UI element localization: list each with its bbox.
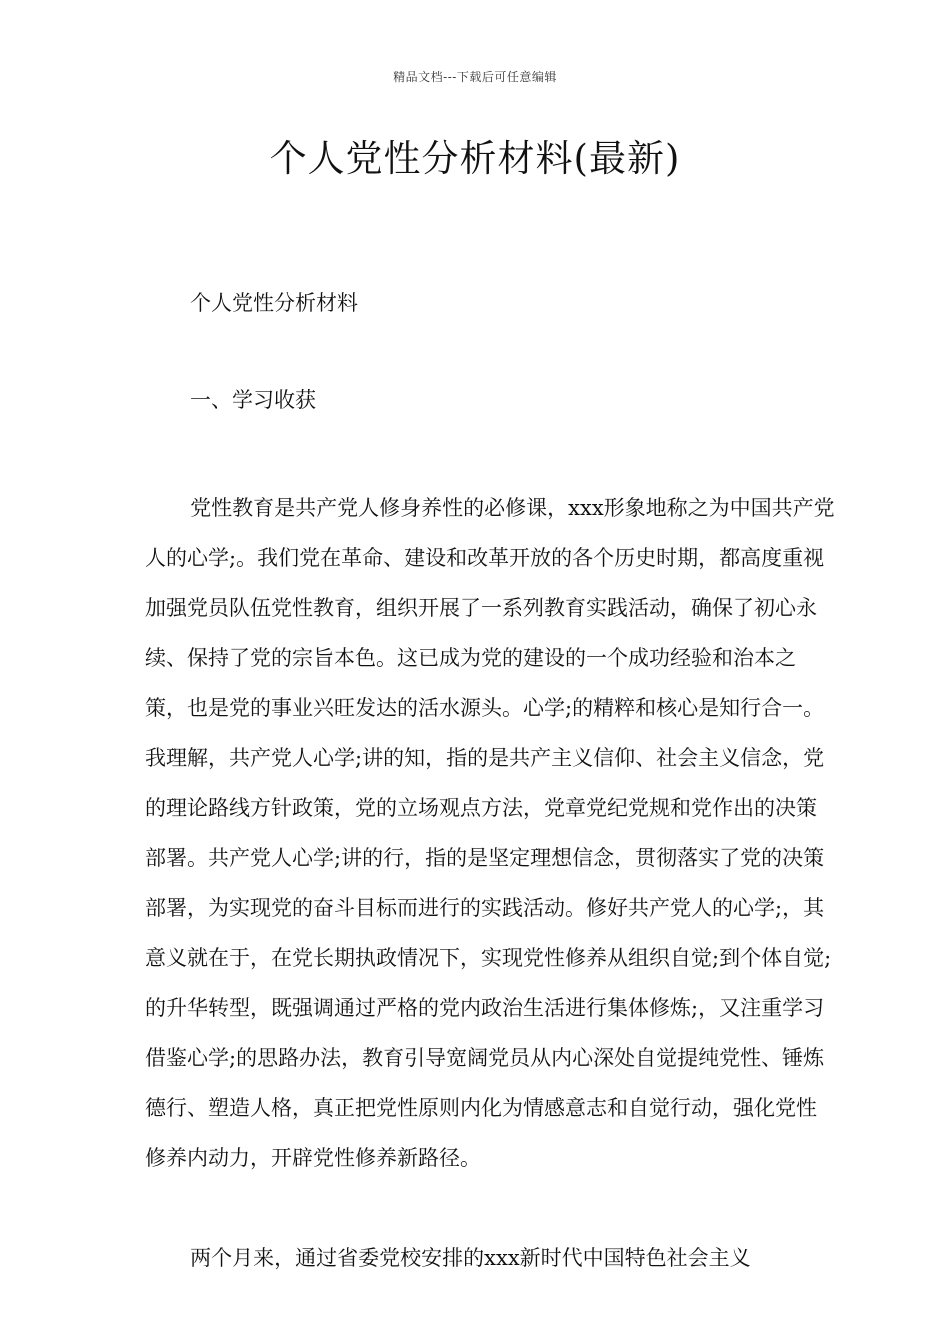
document-subtitle: 个人党性分析材料	[190, 291, 358, 315]
body-text	[145, 433, 835, 1333]
section-heading: 一、学习收获	[190, 388, 316, 412]
running-header: 精品文档---下载后可任意编辑	[393, 70, 557, 84]
paragraph-2: 两个月来，通过省委党校安排的xxx新时代中国特色社会主义	[190, 1246, 751, 1270]
paragraph-1: 党性教育是共产党人修身养性的必修课，xxx形象地称之为中国共产党人的心学;。我们党在革命、建设和改革开放的各个历史时期，都高度重视加强党员队伍党性教育，组织开展了一系列教育实践活动，确保了初心永续、保持了党的宗旨本色。这已成为党的建设的一个成功经验和治本之策，也是党的事业兴旺发达的活水源头。心学;的精粹和核心是知行合一。我理解，共产党人心学;讲的知，指的是共产主义信仰、社会主义信念，党的理论路线方针政策，党的立场观点方法，党章党纪党规和党作出的决策部署。共产党人心学;讲的行，指的是坚定理想信念，贯彻落实了党的决策部署，为实现党的奋斗目标而进行的实践活动。修好共产党人的心学;，其意义就在于，在党长期执政情况下，实现党性修养从组织自觉;到个体自觉;的升华转型，既强调通过严格的党内政治生活进行集体修炼;，又注重学习借鉴心学;的思路办法，教育引导宽阔党员从内心深处自觉提纯党性、锤炼德行、塑造人格，真正把党性原则内化为情感意志和自觉行动，强化党性修养内动力，开辟党性修养新路径。	[145, 496, 835, 1170]
document-title: 个人党性分析材料(最新)	[269, 137, 681, 180]
